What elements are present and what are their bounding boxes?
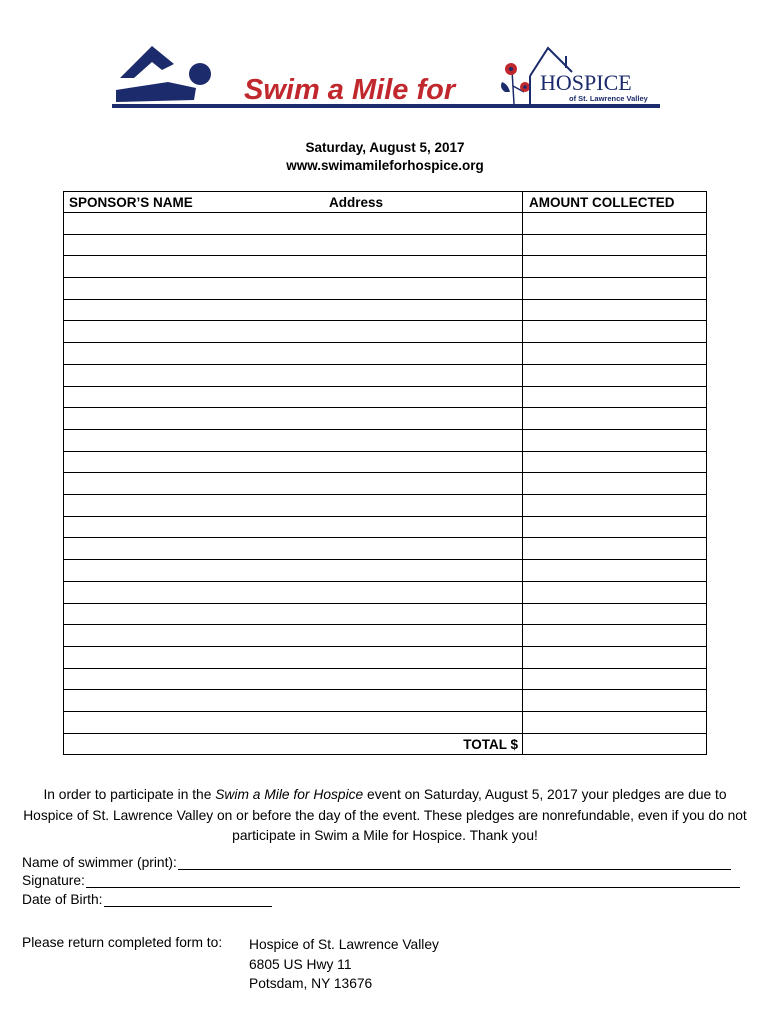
event-url[interactable]: www.swimamileforhospice.org xyxy=(286,158,484,173)
table-row[interactable] xyxy=(64,365,706,387)
return-line-3: Potsdam, NY 13676 xyxy=(249,976,373,991)
return-line-2: 6805 US Hwy 11 xyxy=(249,956,352,972)
notice-prefix: In order to participate in the xyxy=(43,787,216,802)
table-row[interactable] xyxy=(64,387,706,409)
header-banner xyxy=(112,42,660,112)
table-row[interactable] xyxy=(64,322,706,344)
return-label: Please return completed form to: xyxy=(22,935,223,950)
table-row[interactable] xyxy=(64,560,706,582)
header-amount-collected: AMOUNT COLLECTED xyxy=(529,195,675,210)
swimmer-name-line[interactable] xyxy=(178,855,731,870)
table-row[interactable] xyxy=(64,430,706,452)
return-line-1: Hospice of St. Lawrence Valley xyxy=(249,937,439,952)
signature-label: Signature: xyxy=(22,873,85,888)
table-row[interactable] xyxy=(64,539,706,561)
swimmer-name-label: Name of swimmer (print): xyxy=(22,855,177,870)
total-row xyxy=(64,734,706,756)
table-row[interactable] xyxy=(64,278,706,300)
table-row[interactable] xyxy=(64,712,706,734)
table-row[interactable] xyxy=(64,625,706,647)
header-sponsor-name: SPONSOR’S NAME xyxy=(69,195,193,210)
table-row[interactable] xyxy=(64,517,706,539)
table-row[interactable] xyxy=(64,582,706,604)
table-row[interactable] xyxy=(64,213,706,235)
flower-icon xyxy=(501,63,530,104)
event-date: Saturday, August 5, 2017 xyxy=(305,140,465,155)
table-row[interactable] xyxy=(64,495,706,517)
notice-suffix: event on Saturday, August 5, 2017 your pledges are due to Hospice of St. Lawrence Valley on or before the day of the event. These pledges are nonrefundable, even if you do not participate in Swim a Mile for Hospice. Thank you! xyxy=(23,787,747,843)
table-row[interactable] xyxy=(64,256,706,278)
signature-line[interactable] xyxy=(86,873,740,888)
table-row[interactable] xyxy=(64,452,706,474)
table-row[interactable] xyxy=(64,647,706,669)
header-divider xyxy=(64,192,706,213)
pledge-notice xyxy=(18,785,752,847)
total-label: TOTAL $ xyxy=(463,737,518,752)
swimmer-name-field[interactable] xyxy=(22,855,731,870)
org-name: HOSPICE xyxy=(540,70,632,95)
table-row[interactable] xyxy=(64,690,706,712)
sponsor-table xyxy=(63,191,707,755)
dob-line[interactable] xyxy=(104,892,272,907)
swimmer-icon xyxy=(116,46,211,102)
table-row[interactable] xyxy=(64,473,706,495)
signature-field[interactable] xyxy=(22,873,740,888)
table-row[interactable] xyxy=(64,669,706,691)
org-sub: of St. Lawrence Valley xyxy=(569,94,648,103)
table-row[interactable] xyxy=(64,604,706,626)
table-row[interactable] xyxy=(64,408,706,430)
return-address xyxy=(249,935,439,994)
table-row[interactable] xyxy=(64,300,706,322)
banner-title: Swim a Mile for xyxy=(244,74,456,106)
dob-label: Date of Birth: xyxy=(22,892,103,907)
logo-graphic xyxy=(112,42,660,112)
dob-field[interactable] xyxy=(22,892,272,907)
notice-event-name: Swim a Mile for Hospice xyxy=(215,787,364,802)
table-row[interactable] xyxy=(64,235,706,257)
header-address: Address xyxy=(329,195,384,210)
table-row[interactable] xyxy=(64,343,706,365)
